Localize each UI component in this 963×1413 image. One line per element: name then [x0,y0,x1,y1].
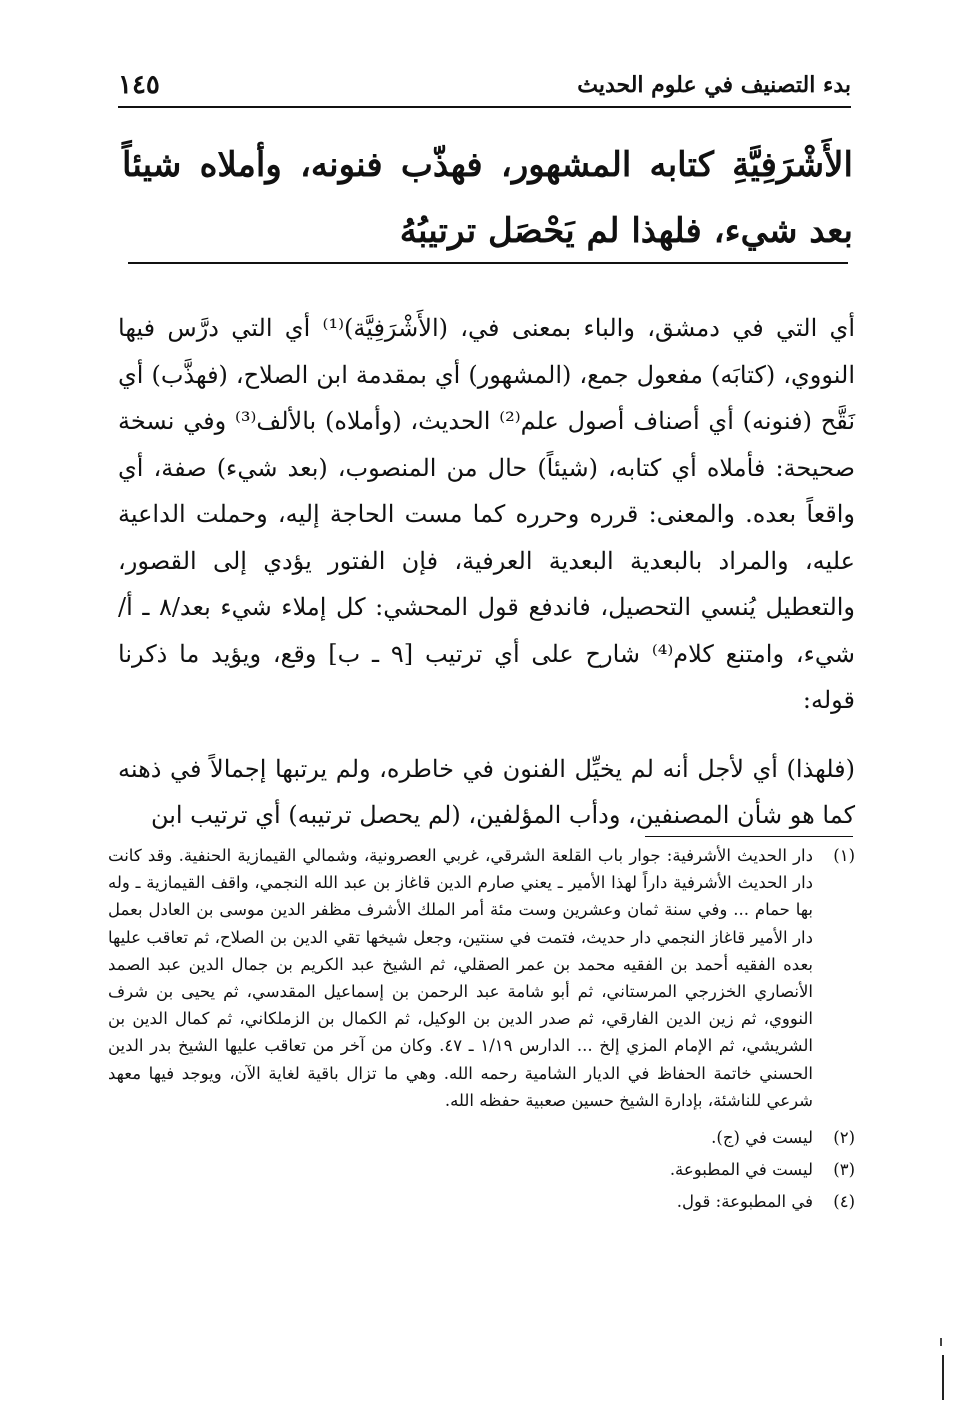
footnote-divider [645,836,853,837]
footnote-number: (١) [833,846,855,865]
footnotes [108,842,855,1218]
matn-divider [128,262,848,264]
commentary-paragraph-1: أي التي في دمشق، والباء بمعنى في، (الأَشْرَفِيَّة)⁽¹⁾ أي التي درَّس فيها النووي، (كتابَه) مفعول جمع، (المشهور) أي بمقدمة ابن الصلاح، (فهذَّب) أي نَقَّح (فنونه) أي أصناف أصول علم⁽²⁾ الحديث، (وأملاه) بالألف⁽³⁾ وفي نسخة صحيحة: فأملاه أي كتابه، (شيئاً) حال من المنصوب، (بعد شيء) صفة، أي واقعاً بعده. والمعنى: قرره وحرره كما مست الحاجة إليه، وحملت الداعية عليه، والمراد بالبعدية البعدية العرفية، فإن الفتور يؤدي إلى القصور، والتعطيل يُنسي التحصيل، فاندفع قول المحشي: كل إملاء شيء بعد/٨ ـ أ/شيء، وامتنع كلام⁽⁴⁾ شارح على أي ترتيب [٩ ـ ب] وقع، ويؤيد ما ذكرنا قوله: [118,314,856,714]
page-number: ١٤٥ [118,70,160,100]
footnote-text: دار الحديث الأشرفية: جوار باب القلعة الشرقي، غربي العصرونية، وشمالي القيمازية الحنفية. وقد كانت دار الحديث الأشرفية داراً لهذا الأمير ـ يعني صارم الدين قاغاز بن عبد الله النجمي، واقف القيمازية ـ وله بها حمام ... وفي سنة ثمان وعشرين وست مئة أمر الملك الأشرف مظفر الدين موسى بن العادل بعمل دار الأمير قاغاز النجمي دار حديث، فتمت في سنتين، وجعل شيخها تقي الدين بن الصلاح، ثم تعاقب عليها بعده الفقيه أحمد بن الفقيه محمد بن عمر الصقلي، ثم الشيخ عبد الكريم بن جمال الدين عبد الصمد الأنصاري الخزرجي المرستاني، ثم أبو شامة عبد الرحمن بن إسماعيل المقدسي، ثم يحيى بن شرف النووي، ثم زين الدين الفارقي، ثم صدر الدين بن الوكيل، ثم الكمال بن الزملكاني، ثم كمال الدين بن الشريشي، ثم الإمام المزي إلخ ... الدارس ١/١٩ ـ ٤٧. وكان من آخر من تعاقب عليها الشيخ بدر الدين الحسني خاتمة الحفاظ في الديار الشامية رحمه الله. وهي ما تزال باقية لغاية الآن، ويوجد فيها معهد شرعي للناشئة، بإدارة الشيخ حسين صعبية حفظه الله. [108,846,813,1110]
commentary [118,305,855,839]
footnote-number: (٣) [833,1160,855,1180]
footnote-text: في المطبوعة: قول. [676,1192,813,1212]
scan-gutter-mark [942,1355,944,1400]
page-header [118,58,851,108]
footnote-1 [108,842,855,1114]
matn-text: الأَشْرَفِيَّةِ كتابه المشهور، فهذّب فنونه، وأملاه شيئاً بعد شيء، فلهذا لم يَحْصَل ترتيبُهُ [122,145,853,251]
footnote-number: (٢) [833,1128,855,1148]
footnote-4 [108,1186,855,1218]
scan-gutter-mark [940,1338,942,1346]
footnote-text: ليست في (ج). [711,1128,813,1148]
running-title: بدء التصنيف في علوم الحديث [577,72,851,98]
footnote-number: (٤) [833,1192,855,1212]
footnote-2 [108,1122,855,1154]
commentary-paragraph-2: (فلهذا) أي لأجل أنه لم يخيِّل الفنون في خاطره، ولم يرتبها إجمالاً في ذهنه كما هو شأن المصنفين، ودأب المؤلفين، (لم يحصل ترتيبه) أي ترتيب ابن [118,754,855,829]
footnote-text: ليست في المطبوعة. [669,1160,813,1180]
footnote-3 [108,1154,855,1186]
